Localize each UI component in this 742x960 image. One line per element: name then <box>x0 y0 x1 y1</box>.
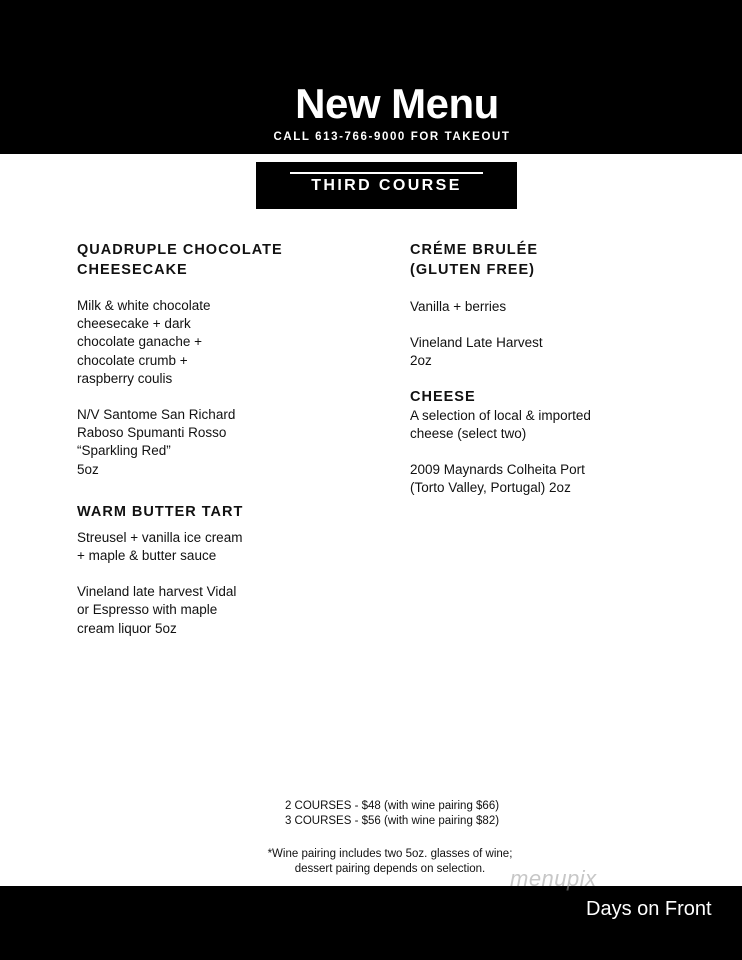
price-line: 2 COURSES - $48 (with wine pairing $66) <box>284 800 500 812</box>
item-name-line: (GLUTEN FREE) <box>410 262 535 278</box>
wine-pairing-line: Raboso Spumanti Rosso <box>77 425 227 441</box>
menupix-watermark: menupix <box>510 866 597 891</box>
item-description-line: cheese (select two) <box>410 425 527 441</box>
item-name-line: CHEESE <box>410 388 476 405</box>
item-description-line: A selection of local & imported <box>410 407 591 423</box>
item-name-line: CRÉME BRULÉE <box>410 242 539 258</box>
menu-item-cheese <box>410 387 710 498</box>
footnote-line: dessert pairing depends on selection. <box>294 863 486 875</box>
wine-pairing-line: cream liquor 5oz <box>77 620 177 636</box>
footnote-line: *Wine pairing includes two 5oz. glasses of wine; <box>267 848 513 860</box>
left-menu-column <box>77 240 377 638</box>
footer-caption: Days on Front <box>586 898 712 920</box>
course-banner <box>256 162 517 209</box>
item-name-line: CHEESECAKE <box>77 262 188 278</box>
course-banner-rule <box>290 172 483 174</box>
wine-pairing-line: (Torto Valley, Portugal) 2oz <box>410 480 571 496</box>
course-pricing <box>0 799 742 829</box>
item-description-line: chocolate ganache + <box>77 334 202 350</box>
wine-pairing-line: Vineland late harvest Vidal <box>77 584 237 600</box>
wine-pairing-line: “Sparkling Red” <box>77 443 171 459</box>
menu-item-warm-butter-tart <box>77 502 377 638</box>
item-description-line: cheesecake + dark <box>77 316 191 332</box>
item-name-line: QUADRUPLE CHOCOLATE <box>77 242 283 258</box>
wine-pairing-line: N/V Santome San Richard <box>77 407 236 423</box>
course-label: THIRD COURSE <box>311 177 462 194</box>
wine-pairing-line: 2oz <box>410 353 432 369</box>
wine-pairing-footnote <box>0 847 742 877</box>
item-name-line: WARM BUTTER TART <box>77 503 244 520</box>
item-description-line: raspberry coulis <box>77 370 173 386</box>
wine-pairing-line: 5oz <box>77 461 99 477</box>
menu-item-creme-brulee <box>410 240 710 371</box>
item-description-line: Milk & white chocolate <box>77 298 211 313</box>
right-menu-column <box>410 240 710 497</box>
price-line: 3 COURSES - $56 (with wine pairing $82) <box>284 815 500 827</box>
item-description-line: Streusel + vanilla ice cream <box>77 529 243 545</box>
menu-item-quadruple-chocolate-cheesecake <box>77 240 377 479</box>
item-description-line: chocolate crumb + <box>77 352 188 368</box>
takeout-phone-line: CALL 613-766-9000 FOR TAKEOUT <box>273 131 511 143</box>
item-description-line: Vanilla + berries <box>410 299 507 314</box>
wine-pairing-line: Vineland Late Harvest <box>410 335 543 351</box>
item-description-line: + maple & butter sauce <box>77 548 217 564</box>
wine-pairing-line: 2009 Maynards Colheita Port <box>410 462 585 478</box>
menu-title: New Menu <box>295 80 499 127</box>
wine-pairing-line: or Espresso with maple <box>77 602 218 618</box>
